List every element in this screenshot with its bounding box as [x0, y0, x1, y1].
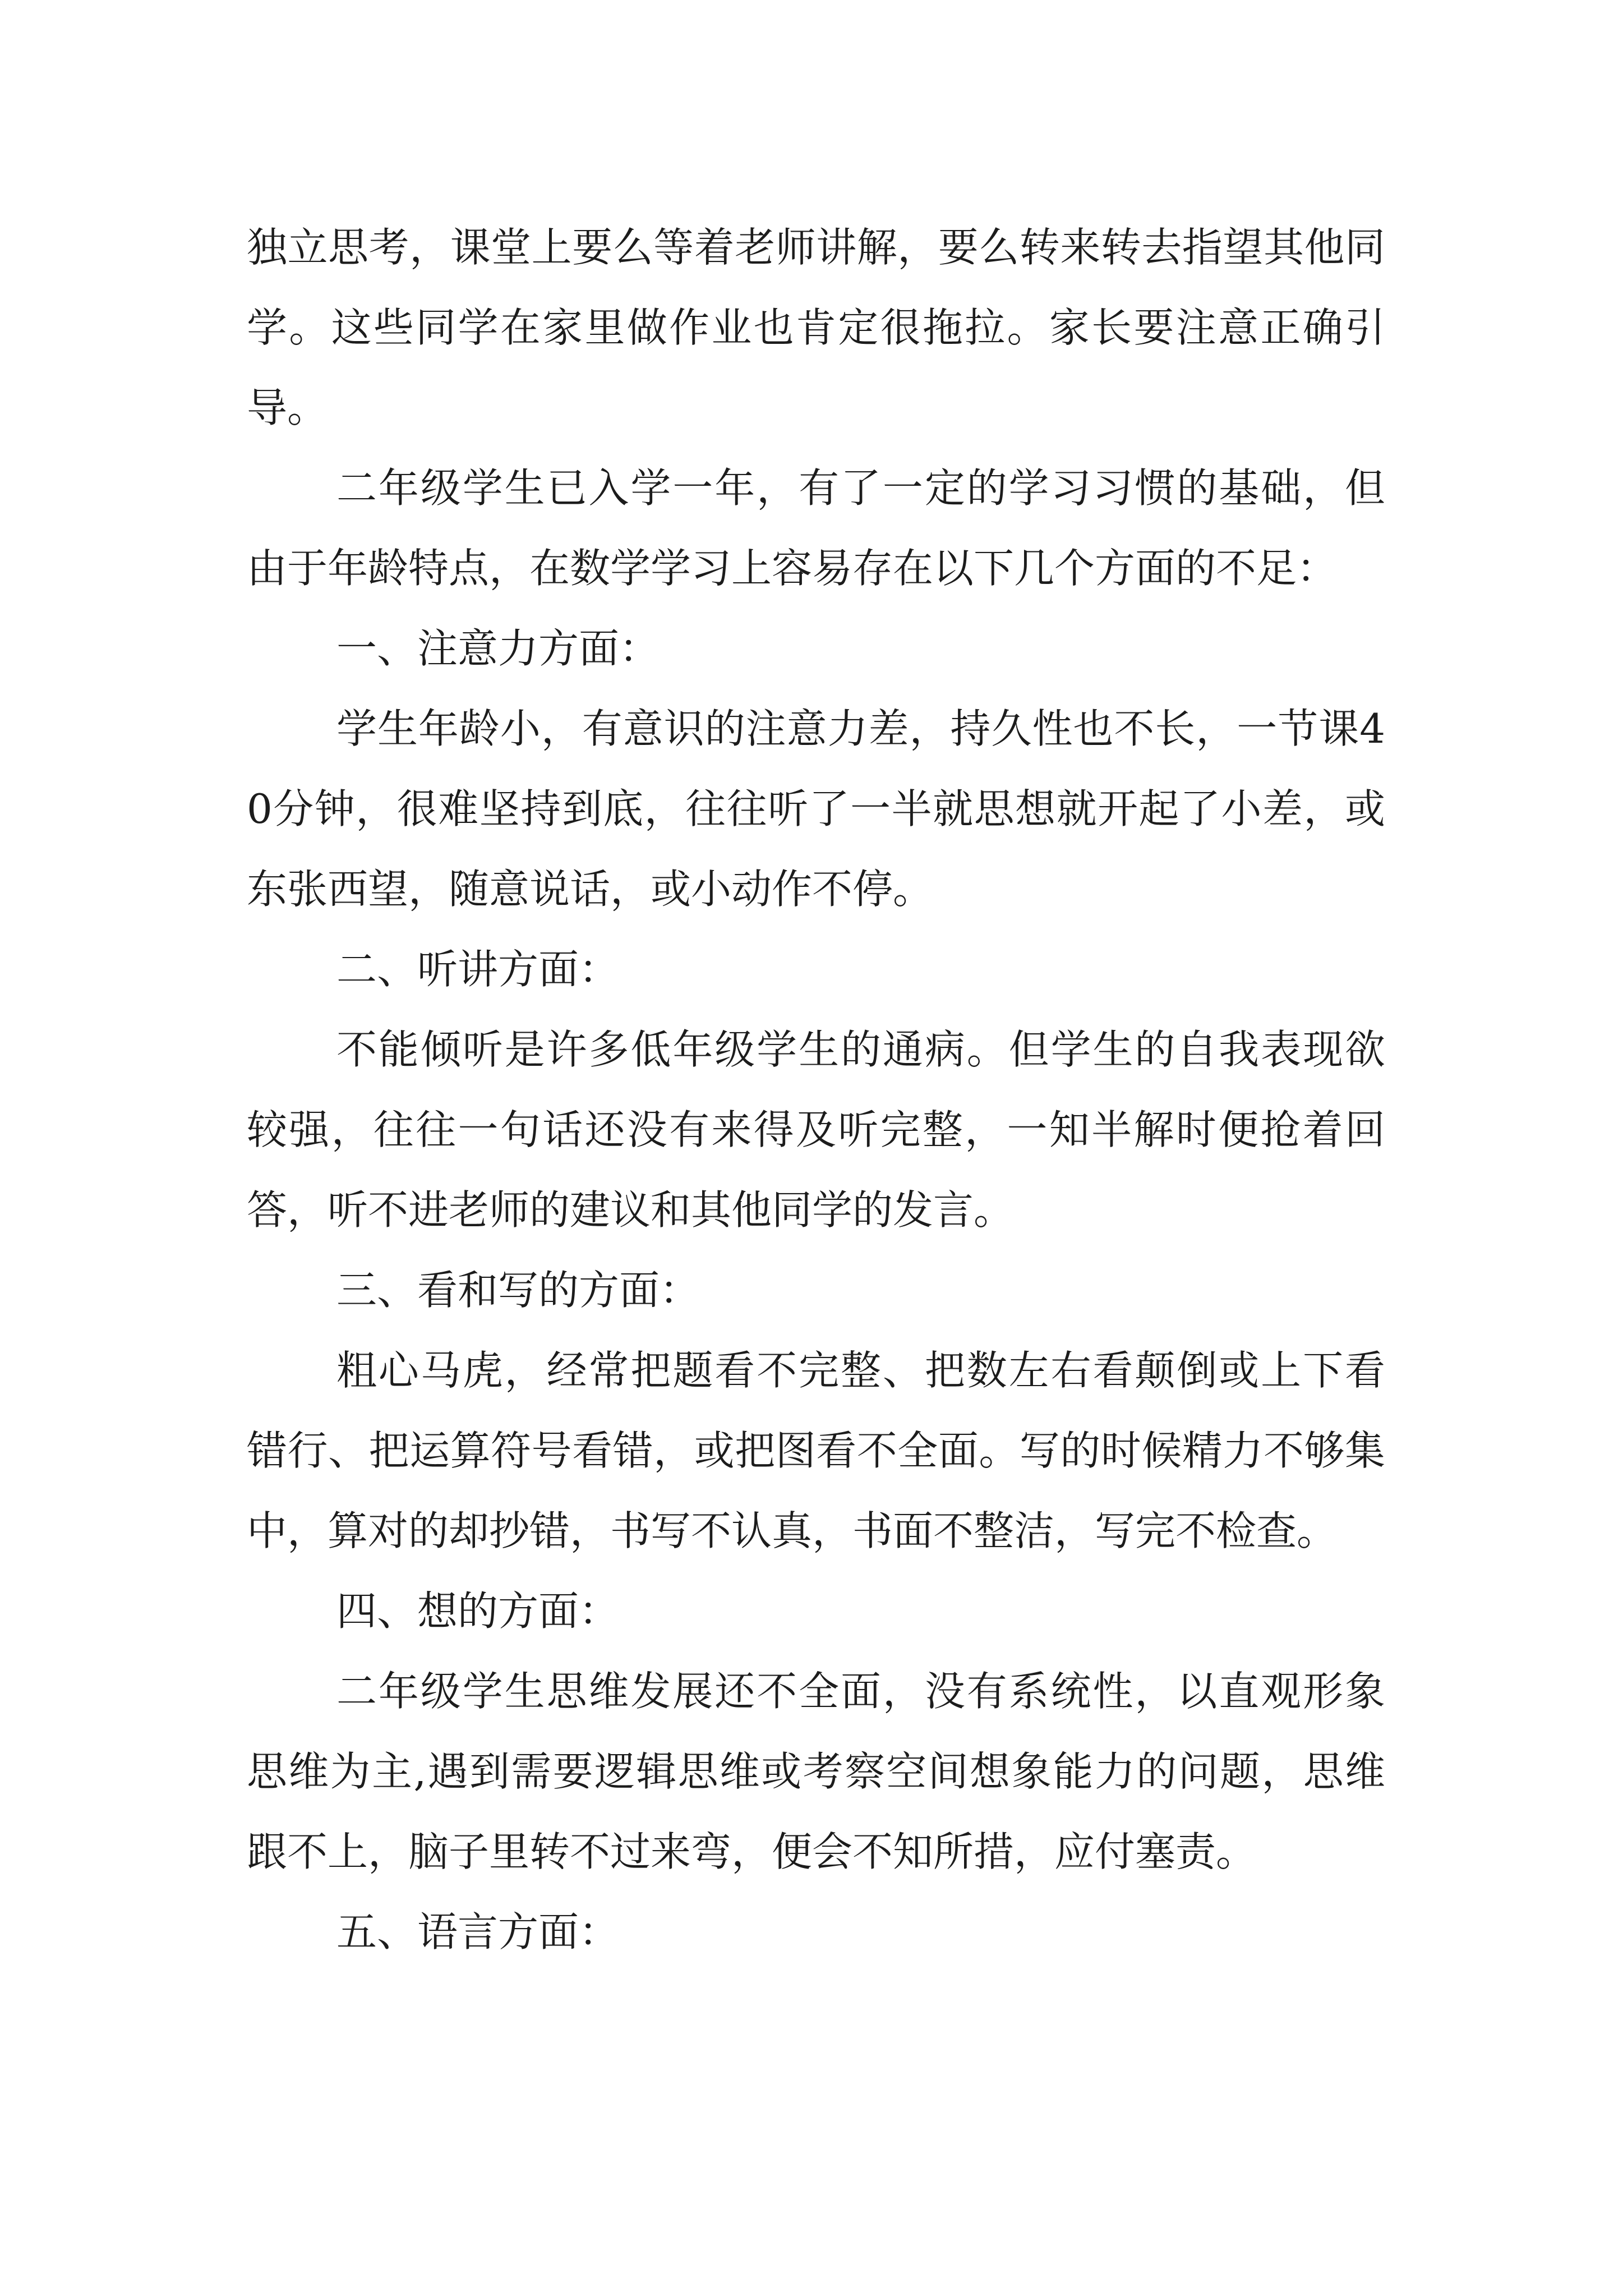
document-body	[247, 208, 1385, 1972]
section-heading-reading-writing: 三、看和写的方面：	[336, 1267, 700, 1314]
paragraph-listening: 不能倾听是许多低年级学生的通病。但学生的自我表现欲较强，往往一句话还没有来得及听完整，一知半解时便抢着回答，听不进老师的建议和其他同学的发言。	[247, 1026, 1385, 1234]
section-heading-attention: 一、注意力方面：	[336, 625, 660, 672]
section-heading-language: 五、语言方面：	[336, 1908, 620, 1955]
section-heading-listening: 二、听讲方面：	[336, 946, 620, 993]
paragraph-continued-intro: 独立思考，课堂上要么等着老师讲解，要么转来转去指望其他同学。这些同学在家里做作业也肯定很拖拉。家长要注意正确引导。	[247, 224, 1385, 431]
paragraph-thinking: 二年级学生思维发展还不全面，没有系统性，以直观形象思维为主,遇到需要逻辑思维或考察空间想象能力的问题，思维跟不上，脑子里转不过来弯，便会不知所措，应付塞责。	[247, 1668, 1385, 1875]
paragraph-reading-writing: 粗心马虎，经常把题看不完整、把数左右看颠倒或上下看错行、把运算符号看错，或把图看不全面。写的时候精力不够集中，算对的却抄错，书写不认真，书面不整洁，写完不检查。	[247, 1347, 1385, 1554]
section-heading-thinking: 四、想的方面：	[336, 1588, 620, 1635]
paragraph-overview: 二年级学生已入学一年，有了一定的学习习惯的基础，但由于年龄特点，在数学学习上容易存在以下几个方面的不足：	[247, 464, 1385, 592]
paragraph-attention: 学生年龄小，有意识的注意力差，持久性也不长，一节课40分钟，很难坚持到底，往往听了一半就思想就开起了小差，或东张西望，随意说话，或小动作不停。	[247, 705, 1385, 913]
